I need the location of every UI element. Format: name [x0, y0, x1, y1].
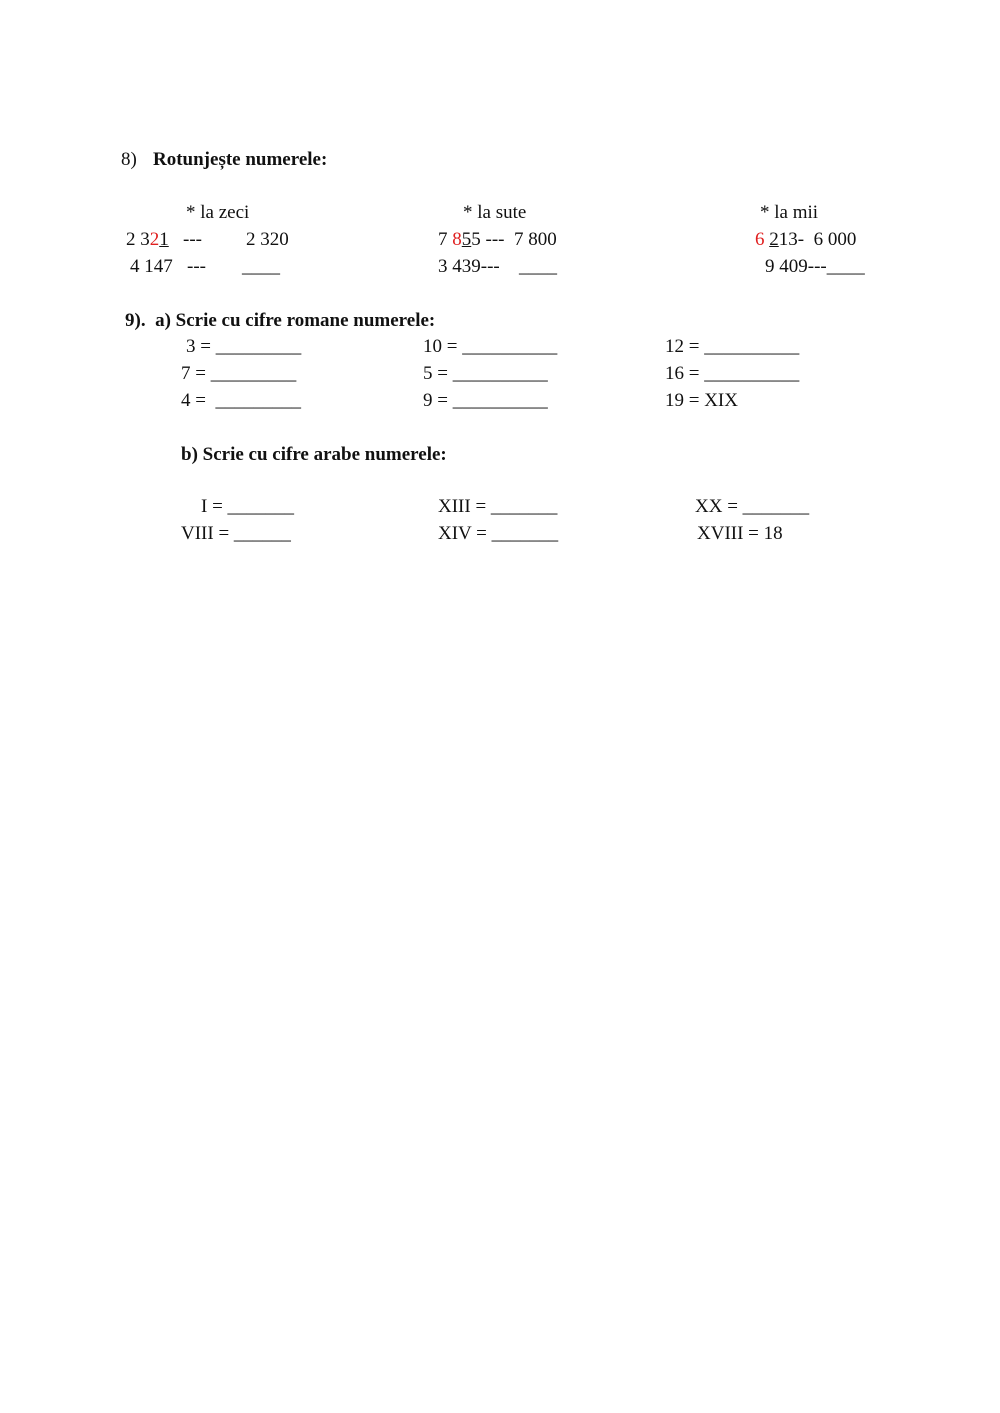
roman-item[interactable]: 12 = __________	[665, 336, 800, 357]
header-la-sute: * la sute	[463, 202, 527, 223]
arabic-item-answered: XVIII = 18	[697, 523, 783, 544]
highlighted-digit: 6	[755, 229, 765, 250]
highlighted-digit: 2	[149, 229, 160, 250]
exercise-8-number: 8)	[121, 149, 137, 170]
roman-item[interactable]: 9 = __________	[423, 390, 548, 411]
exercise-9a-title: 9). a) Scrie cu cifre romane numerele:	[125, 310, 436, 331]
roman-item[interactable]: 4 = _________	[181, 390, 301, 411]
roman-item[interactable]: 10 = __________	[423, 336, 558, 357]
sute-row2-number: 3 439---	[438, 256, 500, 277]
arabic-item[interactable]: XX = _______	[695, 496, 810, 517]
exercise-8-title: Rotunjește numerele:	[153, 149, 328, 170]
roman-item[interactable]: 16 = __________	[665, 363, 800, 384]
zeci-row2-number: 4 147 ---	[130, 256, 206, 277]
arabic-item[interactable]: I = _______	[201, 496, 295, 517]
sute-row1-number: 7 855 --- 7 800	[438, 229, 557, 250]
arabic-item[interactable]: XIV = _______	[438, 523, 559, 544]
underlined-digit: 2	[769, 229, 779, 250]
header-la-zeci: * la zeci	[186, 202, 250, 223]
mii-row1-number: 6 213- 6 000	[755, 229, 857, 250]
zeci-row1-answer: 2 320	[246, 229, 289, 250]
zeci-row2-answer-blank[interactable]: ____	[242, 256, 280, 277]
underlined-digit: 1	[159, 229, 169, 250]
roman-item-answered: 19 = XIX	[665, 390, 738, 411]
highlighted-digit: 8	[452, 229, 462, 250]
roman-item[interactable]: 3 = _________	[186, 336, 302, 357]
roman-item[interactable]: 5 = __________	[423, 363, 548, 384]
mii-row2-number[interactable]: 9 409---____	[765, 256, 865, 277]
exercise-9b-title: b) Scrie cu cifre arabe numerele:	[181, 444, 447, 465]
arabic-item[interactable]: XIII = _______	[438, 496, 558, 517]
roman-item[interactable]: 7 = _________	[181, 363, 297, 384]
sute-row2-answer-blank[interactable]: ____	[519, 256, 557, 277]
header-la-mii: * la mii	[760, 202, 819, 223]
arabic-item[interactable]: VIII = ______	[181, 523, 291, 544]
zeci-row1-number: 2 321 ---	[126, 229, 202, 250]
underlined-digit: 5	[461, 229, 472, 250]
